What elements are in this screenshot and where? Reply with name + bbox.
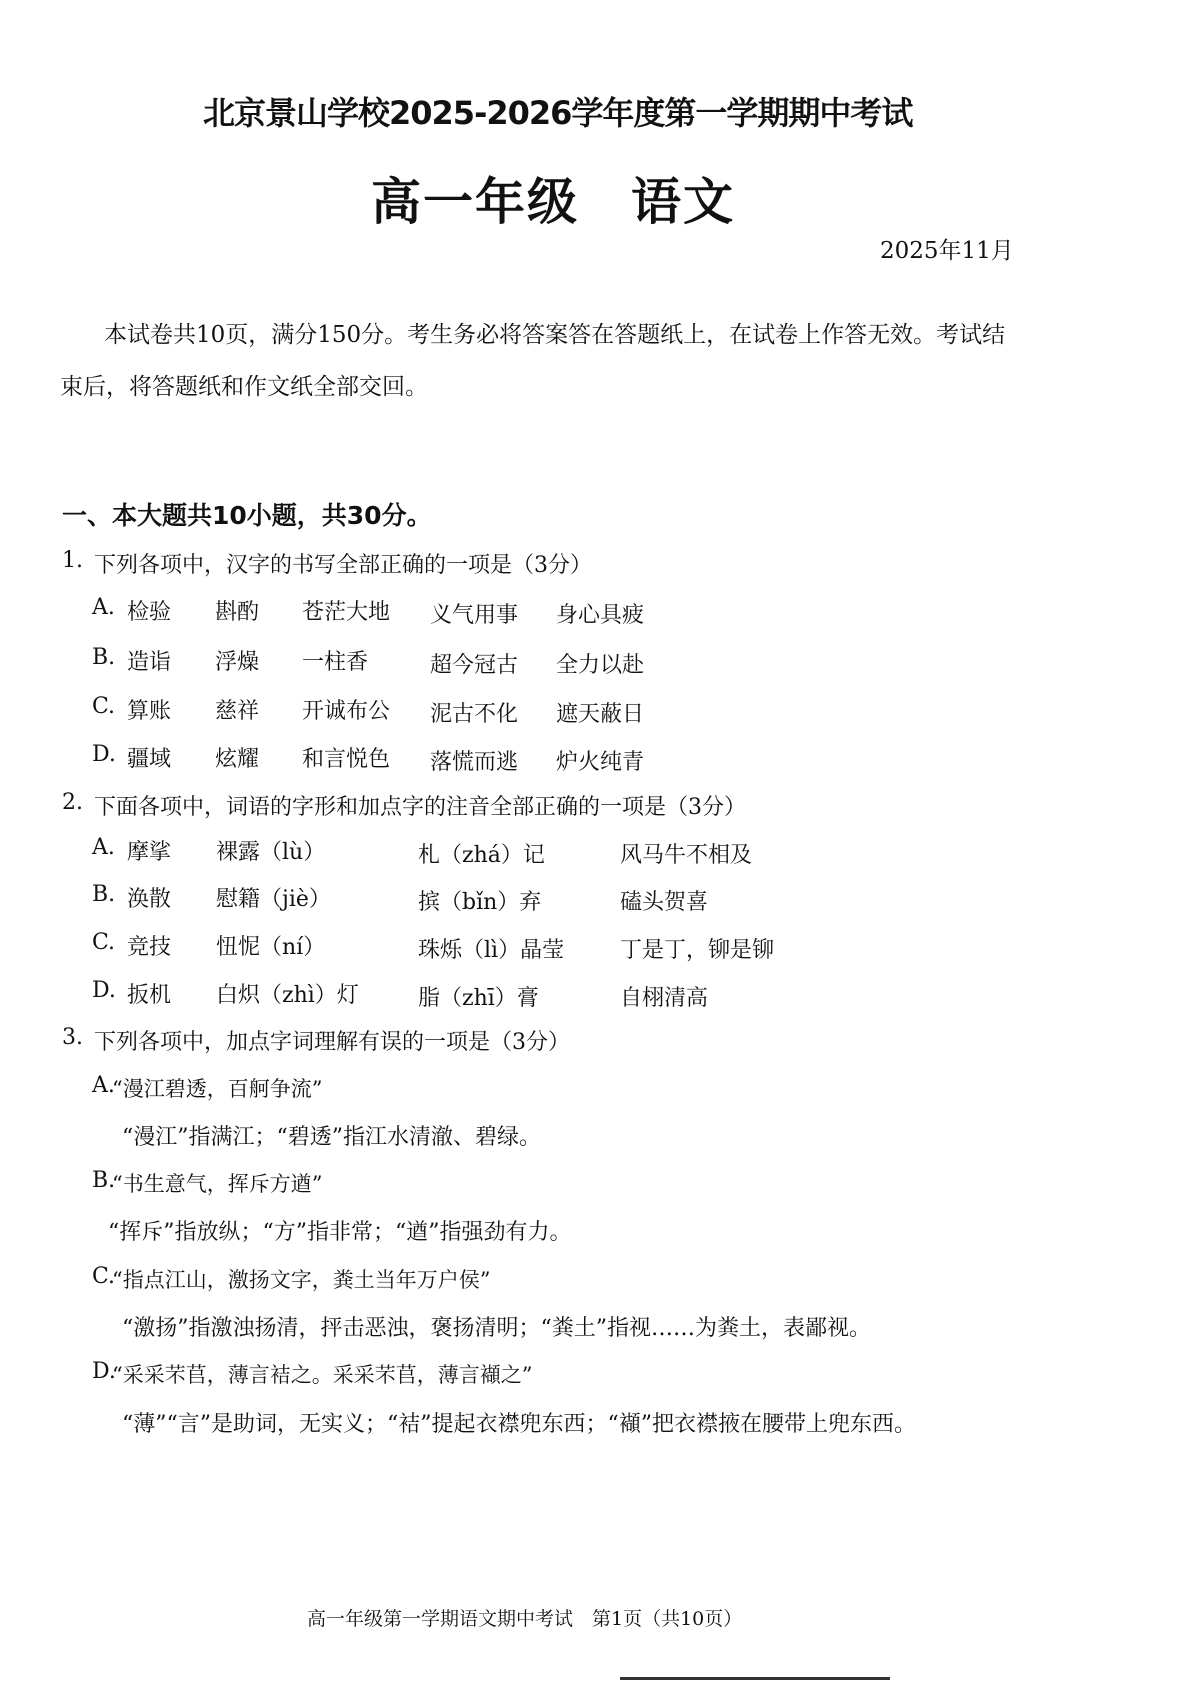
question-stem: 下列各项中，汉字的书写全部正确的一项是（3分）	[94, 553, 592, 578]
option-item: 自栩清高	[620, 986, 709, 1011]
question-stem: 下面各项中，词语的字形和加点字的注音全部正确的一项是（3分）	[94, 795, 746, 820]
option-label: B.	[92, 882, 116, 907]
option-item: 泥古不化	[430, 702, 519, 727]
option-item: 和言悦色	[302, 747, 391, 772]
option-item: 札（zhá）记	[418, 843, 545, 868]
option-label: C.	[92, 930, 116, 955]
option-item: 超今冠古	[430, 653, 519, 678]
option-item: 脂（zhī）膏	[418, 986, 539, 1011]
option-label: D.	[92, 978, 116, 1003]
option-item: 忸怩（ní）	[216, 935, 326, 960]
option-label: B.	[92, 1168, 116, 1193]
option-label: D.	[92, 1359, 116, 1384]
question-number: 2.	[62, 790, 83, 815]
option-item: 斟酌	[215, 600, 260, 625]
section-heading: 一、本大题共10小题，共30分。	[62, 501, 432, 530]
exam-date: 2025年11月	[880, 238, 1014, 264]
option-quote: “书生意气，挥斥方遒”	[112, 1172, 323, 1196]
school-exam-title: 北京景山学校2025-2026学年度第一学期期中考试	[203, 94, 913, 132]
question-number: 1.	[62, 548, 83, 573]
option-quote: “漫江碧透，百舸争流”	[112, 1077, 323, 1101]
option-item: 丁是丁，铆是铆	[620, 938, 775, 963]
option-item: 炉火纯青	[556, 750, 645, 775]
option-item: 摈（bǐn）弃	[418, 890, 542, 915]
option-item: 造诣	[127, 650, 172, 675]
option-item: 全力以赴	[556, 653, 645, 678]
option-item: 一柱香	[302, 650, 369, 675]
option-explanation: “挥斥”指放纵；“方”指非常；“遒”指强劲有力。	[108, 1220, 572, 1245]
option-explanation: “薄”“言”是助词，无实义；“袺”提起衣襟兜东西；“襭”把衣襟掖在腰带上兜东西。	[122, 1412, 916, 1437]
option-item: 磕头贺喜	[620, 890, 709, 915]
option-item: 落慌而逃	[430, 750, 519, 775]
scan-artifact-line	[620, 1677, 890, 1680]
option-item: 浮燥	[215, 650, 260, 675]
option-item: 炫耀	[215, 747, 260, 772]
option-item: 慈祥	[215, 699, 260, 724]
option-item: 身心具疲	[556, 603, 645, 628]
option-item: 算账	[127, 699, 172, 724]
intro-line-1: 本试卷共10页，满分150分。考生务必将答案答在答题纸上，在试卷上作答无效。考试结	[104, 322, 1006, 348]
option-item: 疆域	[127, 747, 172, 772]
option-item: 扳机	[127, 983, 172, 1008]
option-label: B.	[92, 645, 116, 670]
option-item: 开诚布公	[302, 699, 391, 724]
option-item: 遮天蔽日	[556, 702, 645, 727]
option-item: 裸露（lù）	[216, 840, 326, 865]
question-stem: 下列各项中，加点字词理解有误的一项是（3分）	[94, 1030, 570, 1055]
option-item: 苍茫大地	[302, 600, 391, 625]
option-item: 白炽（zhì）灯	[216, 983, 359, 1008]
option-label: A.	[92, 1073, 115, 1098]
option-item: 涣散	[127, 887, 172, 912]
question-number: 3.	[62, 1025, 83, 1050]
option-quote: “采采芣苢，薄言袺之。采采芣苢，薄言襭之”	[112, 1363, 533, 1387]
page-footer: 高一年级第一学期语文期中考试 第1页（共10页）	[307, 1608, 743, 1630]
grade-subject-title: 高一年级 语文	[371, 173, 735, 231]
option-item: 珠烁（lì）晶莹	[418, 938, 565, 963]
option-item: 检验	[127, 600, 172, 625]
option-label: D.	[92, 742, 116, 767]
option-item: 义气用事	[430, 603, 519, 628]
option-item: 摩挲	[127, 840, 172, 865]
option-explanation: “激扬”指激浊扬清，抨击恶浊，褒扬清明；“粪土”指视……为粪土，表鄙视。	[122, 1316, 871, 1341]
option-item: 竞技	[127, 935, 172, 960]
option-item: 风马牛不相及	[620, 843, 753, 868]
option-item: 慰籍（jiè）	[216, 887, 331, 912]
option-explanation: “漫江”指满江；“碧透”指江水清澈、碧绿。	[122, 1125, 541, 1150]
option-quote: “指点江山，激扬文字，粪土当年万户侯”	[112, 1268, 491, 1292]
intro-line-2: 束后，将答题纸和作文纸全部交回。	[60, 374, 428, 400]
option-label: A.	[92, 595, 115, 620]
option-label: C.	[92, 1264, 116, 1289]
option-label: C.	[92, 694, 116, 719]
option-label: A.	[92, 835, 115, 860]
